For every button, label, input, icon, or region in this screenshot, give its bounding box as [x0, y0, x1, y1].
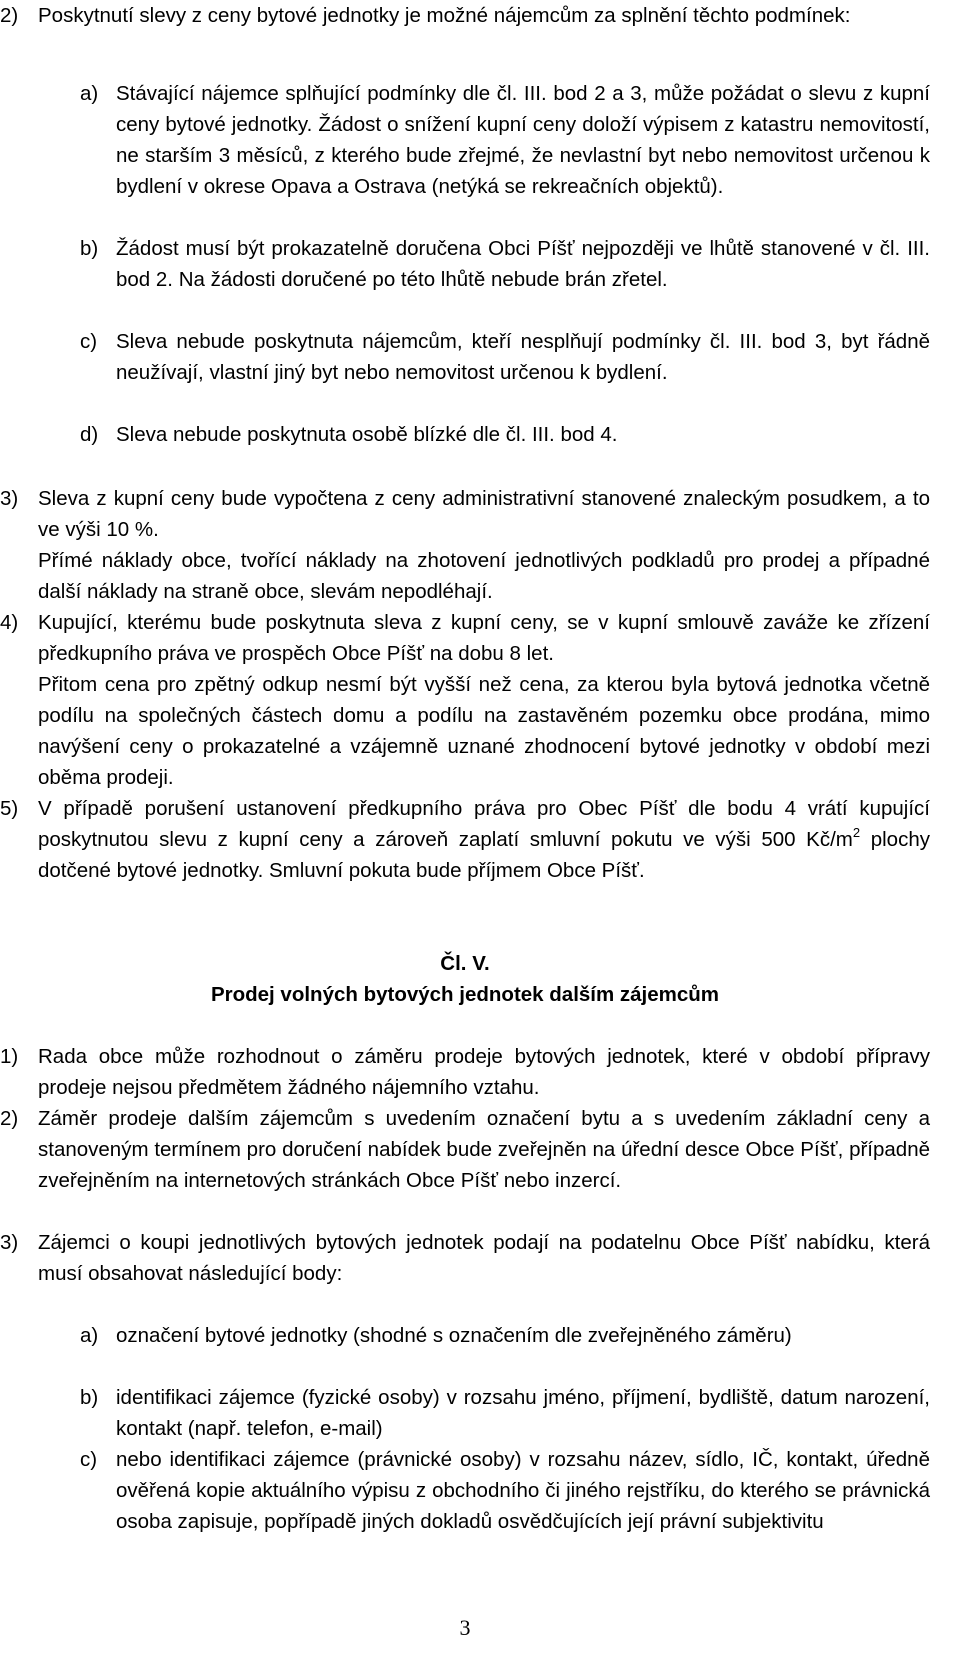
clause-2c — [80, 326, 930, 388]
item-letter: c) — [80, 1448, 98, 1471]
clause-text-continued: Přitom cena pro zpětný odkup nesmí být vyšší než cena, za kterou byla bytová jednotka včetně podílu na společných částech domu a podílu na zastavěném pozemku obce prodána, mimo navýšení ceny o prokazatelné a vzájemně uznané zhodnocení bytové jednotky v období mezi oběma prodeji. — [38, 673, 930, 789]
article5-clause-3c — [80, 1444, 930, 1537]
item-letter: a) — [80, 1324, 99, 1347]
clause-number: 2) — [0, 1107, 19, 1130]
clause-number: 2) — [0, 4, 19, 27]
article5-clause-3 — [0, 1227, 930, 1289]
clause-4 — [0, 607, 930, 793]
clause-text-continued: Přímé náklady obce, tvořící náklady na zhotovení jednotlivých podkladů pro prodej a případné další náklady na straně obce, slevám nepodléhají. — [38, 549, 930, 603]
clause-2d — [80, 419, 930, 450]
item-letter: b) — [80, 237, 99, 260]
article-title: Prodej volných bytových jednotek dalším zájemcům — [210, 983, 720, 1006]
page-number: 3 — [459, 1615, 471, 1640]
clause-2a — [80, 78, 930, 202]
clause-2b — [80, 233, 930, 295]
item-text: identifikaci zájemce (fyzické osoby) v rozsahu jméno, příjmení, bydliště, datum narození, kontakt (např. telefon, e-mail) — [116, 1386, 930, 1440]
clause-text-part: V případě porušení ustanovení předkupního práva pro Obec Píšť dle bodu 4 vrátí kupující poskytnutou slevu z kupní ceny a zároveň zaplatí smluvní pokutu ve výši 500 Kč/m — [38, 797, 930, 851]
clause-text: Poskytnutí slevy z ceny bytové jednotky je možné nájemcům za splnění těchto podmínek: — [38, 4, 851, 27]
clause-number: 4) — [0, 611, 19, 634]
item-text: Žádost musí být prokazatelně doručena Obci Píšť nejpozději ve lhůtě stanovené v čl. III. bod 2. Na žádosti doručené po této lhůtě nebude brán zřetel. — [116, 237, 930, 291]
clause-text: Rada obce může rozhodnout o záměru prodeje bytových jednotek, které v období přípravy prodeje nejsou předmětem žádného nájemního vztahu. — [38, 1045, 930, 1099]
article-number: Čl. V. — [440, 952, 490, 975]
clause-text: Zájemci o koupi jednotlivých bytových jednotek podají na podatelnu Obce Píšť nabídku, která musí obsahovat následující body: — [38, 1231, 930, 1285]
clause-text — [38, 793, 930, 886]
clause-number: 3) — [0, 1231, 19, 1254]
article5-clause-3b — [80, 1382, 930, 1444]
clause-3 — [0, 483, 930, 607]
clause-text: Sleva z kupní ceny bude vypočtena z ceny administrativní stanovené znaleckým posudkem, a to ve výši 10 %. — [38, 487, 930, 541]
clause-text-part: plochy dotčené bytové jednotky. Smluvní pokuta bude příjmem Obce Píšť. — [38, 828, 930, 882]
clause-text: Záměr prodeje dalším zájemcům s uvedením označení bytu a s uvedením základní ceny a stanoveným termínem pro doručení nabídek bude zveřejněn na úřední desce Obce Píšť, případně zveřejněním na internetových stránkách Obce Píšť nebo inzercí. — [38, 1107, 930, 1192]
clause-2 — [0, 0, 930, 31]
clause-text: Kupující, kterému bude poskytnuta sleva z kupní ceny, se v kupní smlouvě zaváže ke zřízení předkupního práva ve prospěch Obce Píšť na dobu 8 let. — [38, 611, 930, 665]
item-letter: d) — [80, 423, 99, 446]
clause-number: 3) — [0, 487, 19, 510]
clause-number: 5) — [0, 797, 19, 820]
article5-clause-1 — [0, 1041, 930, 1103]
item-text: Sleva nebude poskytnuta osobě blízké dle čl. III. bod 4. — [116, 423, 618, 446]
clause-number: 1) — [0, 1045, 19, 1068]
item-letter: c) — [80, 330, 98, 353]
article5-clause-3a — [80, 1320, 930, 1351]
item-text: Sleva nebude poskytnuta nájemcům, kteří nesplňují podmínky čl. III. bod 3, byt řádně neužívají, vlastní jiný byt nebo nemovitost určenou k bydlení. — [116, 330, 930, 384]
superscript: 2 — [852, 825, 861, 840]
clause-5 — [0, 793, 930, 886]
item-text: nebo identifikaci zájemce (právnické osoby) v rozsahu název, sídlo, IČ, kontakt, úředně ověřená kopie aktuálního výpisu z obchodního či jiného rejstříku, do kterého se právnická osoba zapisuje, popřípadě jiných dokladů osvědčujících její právní subjektivitu — [116, 1448, 930, 1533]
item-text: označení bytové jednotky (shodné s označením dle zveřejněného záměru) — [116, 1324, 792, 1347]
item-letter: b) — [80, 1386, 99, 1409]
item-text: Stávající nájemce splňující podmínky dle čl. III. bod 2 a 3, může požádat o slevu z kupní ceny bytové jednotky. Žádost o snížení kupní ceny doloží výpisem z katastru nemovitostí, ne starším 3 měsíců, z kterého bude zřejmé, že nevlastní byt nebo nemovitost určenou k bydlení v okrese Opava a Ostrava (netýká se rekreačních objektů). — [116, 82, 930, 198]
item-letter: a) — [80, 82, 99, 105]
article5-clause-2 — [0, 1103, 930, 1196]
